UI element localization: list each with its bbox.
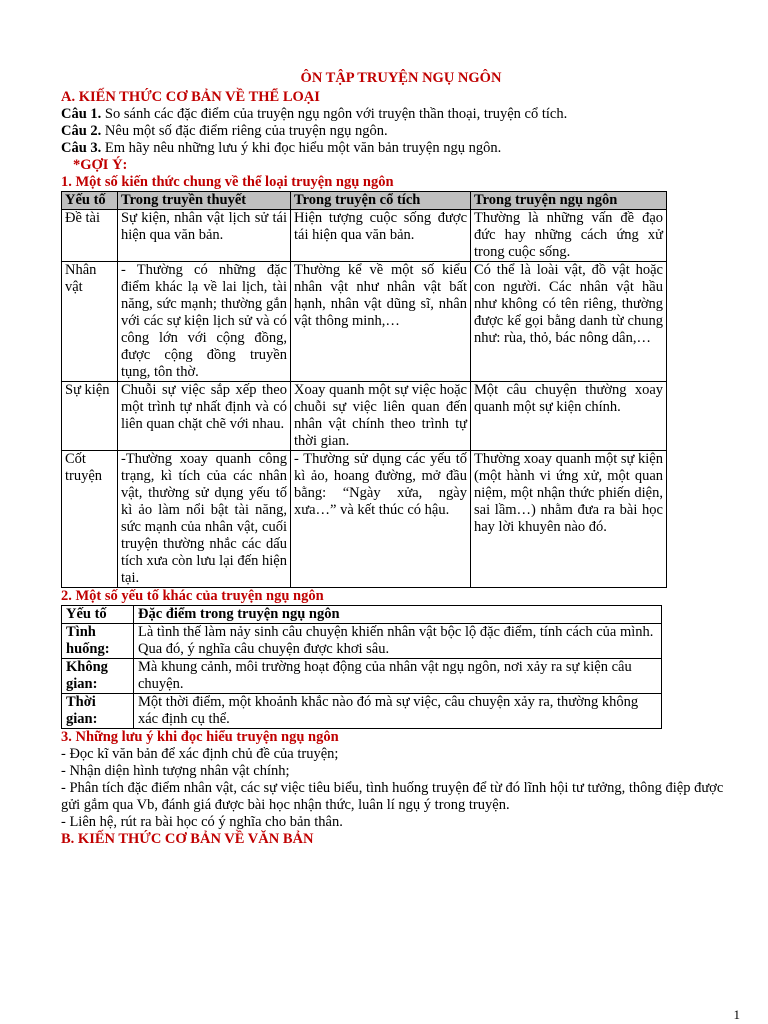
other-elements-table (61, 605, 662, 729)
table-cell: Là tình thế làm nảy sinh câu chuyện khiến nhân vật bộc lộ đặc điểm, tính cách của mình. Qua đó, ý nghĩa câu chuyện được khơi sâu. (134, 624, 662, 659)
table-cell: Một thời điểm, một khoảnh khắc nào đó mà sự việc, câu chuyện xảy ra, thường không xác định cụ thể. (134, 694, 662, 729)
hint-heading: *GỢI Ý: (73, 157, 128, 173)
table-row (62, 382, 667, 451)
row-label: Nhân vật (62, 262, 118, 382)
row-label: Cốt truyện (62, 451, 118, 588)
table-cell: Thường kể về một số kiểu nhân vật như nhân vật bất hạnh, nhân vật dũng sĩ, nhân vật thông minh,… (291, 262, 471, 382)
row-label: Không gian: (62, 659, 134, 694)
note-item: - Phân tích đặc điểm nhân vật, các sự việc tiêu biểu, tình huống truyện để từ đó lĩnh hội tư tưởng, thông điệp được gửi gắm qua Vb, đánh giá được bài học nhận thức, luân lí ngụ ý trong truyện. (61, 780, 724, 813)
question-2 (61, 123, 741, 140)
column-header: Yếu tố (62, 606, 134, 624)
table-cell: Sự kiện, nhân vật lịch sử tái hiện qua văn bản. (118, 210, 291, 262)
table-cell: Mà khung cảnh, môi trường hoạt động của nhân vật ngụ ngôn, nơi xảy ra sự kiện câu chuyện. (134, 659, 662, 694)
question-text: So sánh các đặc điểm của truyện ngụ ngôn với truyện thần thoại, truyện cổ tích. (101, 106, 568, 122)
question-text: Nêu một số đặc điểm riêng của truyện ngụ ngôn. (101, 123, 388, 139)
document-title: ÔN TẬP TRUYỆN NGỤ NGÔN (300, 70, 502, 86)
column-header: Trong truyện ngụ ngôn (471, 192, 667, 210)
table-cell: Hiện tượng cuộc sống được tái hiện qua văn bản. (291, 210, 471, 262)
genre-comparison-table (61, 191, 667, 588)
question-3 (61, 140, 741, 157)
question-label: Câu 2. (61, 123, 102, 139)
section-a-heading: A. KIẾN THỨC CƠ BẢN VỀ THỂ LOẠI (61, 89, 320, 105)
column-header: Trong truyện cổ tích (291, 192, 471, 210)
table-row (62, 210, 667, 262)
row-label: Thời gian: (62, 694, 134, 729)
table-row (62, 659, 662, 694)
table-cell: Thường xoay quanh một sự kiện (một hành vi ứng xử, một quan niệm, một nhận thức phiến diện, sai lầm…) nhằm đưa ra bài học hay lời khuyên nào đó. (471, 451, 667, 588)
table-cell: Có thể là loài vật, đồ vật hoặc con người. Các nhân vật hầu như không có tên riêng, thường được kể gọi bằng danh từ chung như: rùa, thỏ, bác nông dân,… (471, 262, 667, 382)
table-header-row (62, 606, 662, 624)
table-cell: - Thường sử dụng các yếu tố kì ảo, hoang đường, mở đầu bằng: “Ngày xửa, ngày xưa…” và kết thúc có hậu. (291, 451, 471, 588)
question-text: Em hãy nêu những lưu ý khi đọc hiểu một văn bản truyện ngụ ngôn. (101, 140, 502, 156)
part-2-heading: 2. Một số yếu tố khác của truyện ngụ ngôn (61, 588, 324, 604)
part-1-heading: 1. Một số kiến thức chung về thể loại truyện ngụ ngôn (61, 174, 394, 190)
column-header: Trong truyền thuyết (118, 192, 291, 210)
table-cell: Một câu chuyện thường xoay quanh một sự kiện chính. (471, 382, 667, 451)
question-1 (61, 106, 741, 123)
column-header: Yếu tố (62, 192, 118, 210)
table-cell: Chuỗi sự việc sắp xếp theo một trình tự nhất định và có liên quan chặt chẽ với nhau. (118, 382, 291, 451)
table-row (62, 262, 667, 382)
table-cell: Xoay quanh một sự việc hoặc chuỗi sự việc liên quan đến nhân vật chính theo trình tự thời gian. (291, 382, 471, 451)
column-header: Đặc điểm trong truyện ngụ ngôn (134, 606, 662, 624)
row-label: Sự kiện (62, 382, 118, 451)
page-number: 1 (733, 1007, 740, 1022)
table-row (62, 694, 662, 729)
question-label: Câu 3. (61, 140, 102, 156)
table-cell: - Thường có những đặc điểm khác lạ về lai lịch, tài năng, sức mạnh; thường gắn với các sự kiện lịch sử và có công lớn với cộng đồng, được cộng đồng truyền tụng, tôn thờ. (118, 262, 291, 382)
table-cell: -Thường xoay quanh công trạng, kì tích của các nhân vật, thường sử dụng yếu tố kì ảo làm nổi bật tài năng, sức mạnh của nhân vật, cuối truyện thường nhắc các dấu tích xưa còn lưu lại đến hiện tại. (118, 451, 291, 588)
table-row (62, 624, 662, 659)
row-label: Đề tài (62, 210, 118, 262)
note-item: - Nhận diện hình tượng nhân vật chính; (61, 763, 290, 779)
table-header-row (62, 192, 667, 210)
row-label: Tình huống: (62, 624, 134, 659)
document-page (61, 70, 741, 848)
question-label: Câu 1. (61, 106, 102, 122)
section-b-heading: B. KIẾN THỨC CƠ BẢN VỀ VĂN BẢN (61, 831, 314, 847)
table-cell: Thường là những vấn đề đạo đức hay những cách ứng xử trong cuộc sống. (471, 210, 667, 262)
table-row (62, 451, 667, 588)
part-3-heading: 3. Những lưu ý khi đọc hiểu truyện ngụ ngôn (61, 729, 339, 745)
note-item: - Liên hệ, rút ra bài học có ý nghĩa cho bản thân. (61, 814, 343, 830)
note-item: - Đọc kĩ văn bản để xác định chủ đề của truyện; (61, 746, 339, 762)
